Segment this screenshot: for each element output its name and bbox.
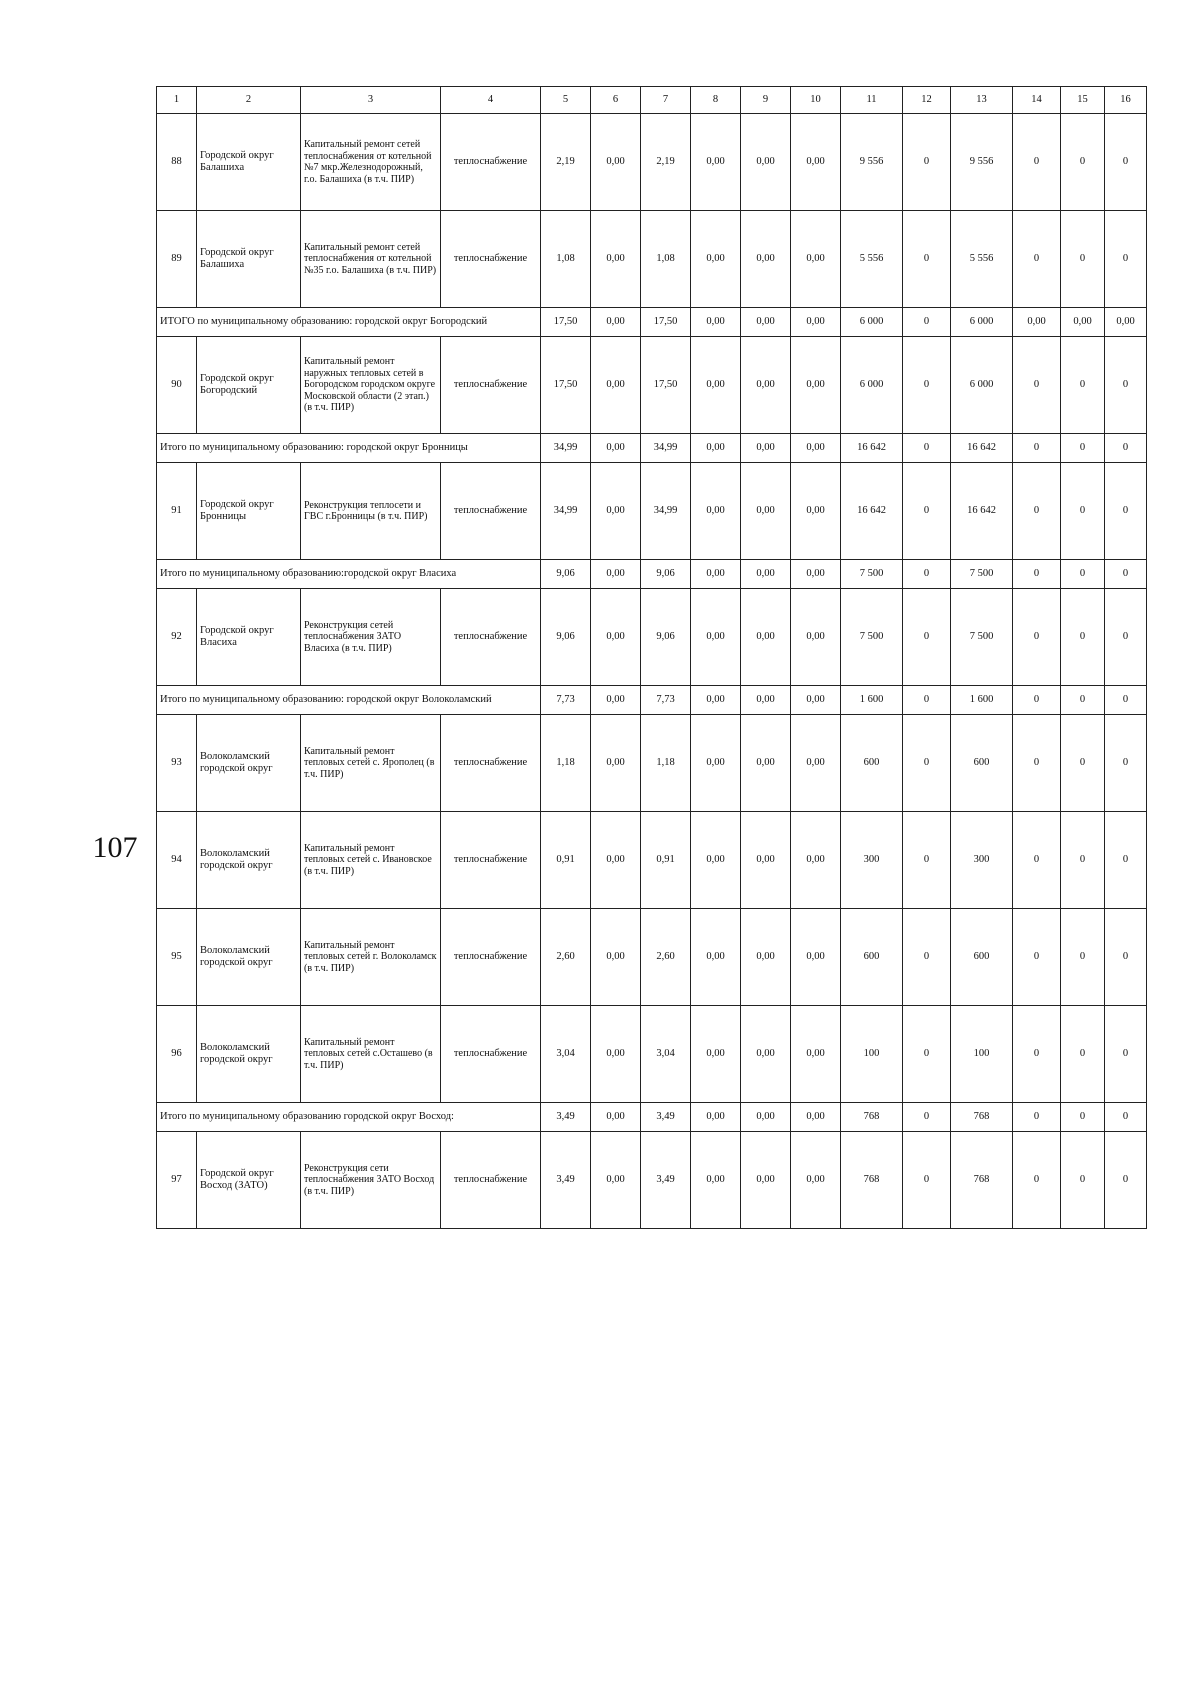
value-cell: 0	[1061, 211, 1105, 308]
table-row	[157, 909, 1147, 1006]
subtotal-label: ИТОГО по муниципальному образованию: городской округ Богородский	[157, 308, 541, 337]
subtotal-value-cell: 1 600	[841, 686, 903, 715]
subtotal-value-cell: 0,00	[591, 1103, 641, 1132]
value-cell: 0,00	[791, 114, 841, 211]
value-cell: 0,00	[591, 909, 641, 1006]
value-cell: 3,04	[641, 1006, 691, 1103]
column-number-cell: 14	[1013, 87, 1061, 114]
value-cell: 3,49	[641, 1132, 691, 1229]
value-cell: 0	[1013, 337, 1061, 434]
subtotal-value-cell: 16 642	[841, 434, 903, 463]
subtotal-value-cell: 17,50	[641, 308, 691, 337]
value-cell: 0	[1013, 909, 1061, 1006]
subtotal-value-cell: 0	[1013, 686, 1061, 715]
value-cell: 0,00	[791, 589, 841, 686]
subtotal-value-cell: 7,73	[541, 686, 591, 715]
value-cell: 0	[1105, 337, 1147, 434]
project-name-cell: Капитальный ремонт тепловых сетей с.Осташево (в т.ч. ПИР)	[301, 1006, 441, 1103]
value-cell: 0	[1013, 589, 1061, 686]
value-cell: 2,19	[541, 114, 591, 211]
value-cell: 0	[1013, 812, 1061, 909]
value-cell: 100	[841, 1006, 903, 1103]
column-number-cell: 15	[1061, 87, 1105, 114]
value-cell: 2,19	[641, 114, 691, 211]
value-cell: 0,00	[591, 715, 641, 812]
subtotal-value-cell: 9,06	[541, 560, 591, 589]
column-number-cell: 2	[197, 87, 301, 114]
value-cell: 0	[1013, 211, 1061, 308]
sector-cell: теплоснабжение	[441, 1006, 541, 1103]
subtotal-value-cell: 16 642	[951, 434, 1013, 463]
sector-cell: теплоснабжение	[441, 1132, 541, 1229]
project-name-cell: Реконструкция сетей теплоснабжения ЗАТО Власиха (в т.ч. ПИР)	[301, 589, 441, 686]
value-cell: 0,00	[741, 1006, 791, 1103]
subtotal-value-cell: 1 600	[951, 686, 1013, 715]
subtotal-value-cell: 0	[903, 434, 951, 463]
subtotal-value-cell: 17,50	[541, 308, 591, 337]
value-cell: 9 556	[951, 114, 1013, 211]
value-cell: 0,00	[791, 812, 841, 909]
table-row	[157, 812, 1147, 909]
value-cell: 0,00	[691, 114, 741, 211]
column-number-cell: 3	[301, 87, 441, 114]
subtotal-value-cell: 34,99	[641, 434, 691, 463]
value-cell: 0	[1105, 114, 1147, 211]
table-row	[157, 211, 1147, 308]
row-number-cell: 91	[157, 463, 197, 560]
value-cell: 0,00	[741, 909, 791, 1006]
value-cell: 7 500	[841, 589, 903, 686]
subtotal-value-cell: 3,49	[641, 1103, 691, 1132]
subtotal-value-cell: 0,00	[691, 686, 741, 715]
municipality-cell: Волоколамский городской округ	[197, 812, 301, 909]
subtotal-value-cell: 3,49	[541, 1103, 591, 1132]
row-number-cell: 92	[157, 589, 197, 686]
value-cell: 0,00	[741, 211, 791, 308]
municipality-cell: Городской округ Восход (ЗАТО)	[197, 1132, 301, 1229]
subtotal-value-cell: 0,00	[691, 434, 741, 463]
subtotal-value-cell: 0,00	[741, 434, 791, 463]
subtotal-value-cell: 0,00	[791, 686, 841, 715]
value-cell: 0,00	[691, 812, 741, 909]
subtotal-value-cell: 0,00	[691, 308, 741, 337]
value-cell: 3,04	[541, 1006, 591, 1103]
municipality-cell: Волоколамский городской округ	[197, 909, 301, 1006]
value-cell: 9,06	[541, 589, 591, 686]
value-cell: 0,00	[741, 812, 791, 909]
column-number-cell: 1	[157, 87, 197, 114]
value-cell: 0	[1061, 812, 1105, 909]
value-cell: 5 556	[841, 211, 903, 308]
value-cell: 6 000	[951, 337, 1013, 434]
subtotal-value-cell: 34,99	[541, 434, 591, 463]
row-number-cell: 88	[157, 114, 197, 211]
subtotal-row	[157, 560, 1147, 589]
subtotal-value-cell: 0,00	[741, 1103, 791, 1132]
table-body	[157, 87, 1147, 1229]
subtotal-value-cell: 7 500	[951, 560, 1013, 589]
value-cell: 0	[1061, 1006, 1105, 1103]
value-cell: 17,50	[541, 337, 591, 434]
subtotal-row	[157, 1103, 1147, 1132]
value-cell: 0	[1105, 812, 1147, 909]
subtotal-value-cell: 0,00	[1013, 308, 1061, 337]
value-cell: 0,00	[741, 114, 791, 211]
value-cell: 0	[903, 1132, 951, 1229]
subtotal-value-cell: 0	[903, 686, 951, 715]
subtotal-value-cell: 0,00	[591, 434, 641, 463]
subtotal-value-cell: 0,00	[791, 1103, 841, 1132]
value-cell: 0,00	[791, 1132, 841, 1229]
row-number-cell: 97	[157, 1132, 197, 1229]
column-number-cell: 11	[841, 87, 903, 114]
value-cell: 0	[1061, 715, 1105, 812]
value-cell: 1,08	[541, 211, 591, 308]
value-cell: 0	[1061, 114, 1105, 211]
value-cell: 0,00	[691, 715, 741, 812]
table-row	[157, 337, 1147, 434]
subtotal-value-cell: 6 000	[951, 308, 1013, 337]
subtotal-value-cell: 0,00	[791, 560, 841, 589]
value-cell: 0	[1105, 211, 1147, 308]
column-number-cell: 10	[791, 87, 841, 114]
subtotal-label: Итого по муниципальному образованию: городской округ Бронницы	[157, 434, 541, 463]
subtotal-row	[157, 686, 1147, 715]
sector-cell: теплоснабжение	[441, 211, 541, 308]
value-cell: 0,00	[691, 463, 741, 560]
value-cell: 0	[903, 211, 951, 308]
value-cell: 17,50	[641, 337, 691, 434]
value-cell: 0	[1061, 589, 1105, 686]
value-cell: 0	[1013, 1006, 1061, 1103]
column-number-cell: 5	[541, 87, 591, 114]
subtotal-label: Итого по муниципальному образованию:городской округ Власиха	[157, 560, 541, 589]
project-name-cell: Капитальный ремонт тепловых сетей с. Ярополец (в т.ч. ПИР)	[301, 715, 441, 812]
column-number-cell: 12	[903, 87, 951, 114]
value-cell: 0,00	[791, 463, 841, 560]
value-cell: 1,08	[641, 211, 691, 308]
value-cell: 0	[1105, 715, 1147, 812]
value-cell: 768	[841, 1132, 903, 1229]
sector-cell: теплоснабжение	[441, 114, 541, 211]
subtotal-value-cell: 0	[903, 308, 951, 337]
value-cell: 0,00	[591, 337, 641, 434]
value-cell: 0,91	[641, 812, 691, 909]
value-cell: 0,00	[591, 1132, 641, 1229]
row-number-cell: 96	[157, 1006, 197, 1103]
value-cell: 0,00	[591, 1006, 641, 1103]
subtotal-value-cell: 768	[841, 1103, 903, 1132]
subtotal-label: Итого по муниципальному образованию: городской округ Волоколамский	[157, 686, 541, 715]
sector-cell: теплоснабжение	[441, 589, 541, 686]
municipality-cell: Городской округ Власиха	[197, 589, 301, 686]
subtotal-value-cell: 0,00	[1105, 308, 1147, 337]
project-name-cell: Капитальный ремонт наружных тепловых сетей в Богородском городском округе Московской области (2 этап.) (в т.ч. ПИР)	[301, 337, 441, 434]
table-row	[157, 463, 1147, 560]
subtotal-label: Итого по муниципальному образованию городской округ Восход:	[157, 1103, 541, 1132]
value-cell: 0	[1013, 463, 1061, 560]
subtotal-value-cell: 0	[1061, 686, 1105, 715]
column-number-cell: 16	[1105, 87, 1147, 114]
value-cell: 16 642	[951, 463, 1013, 560]
value-cell: 0	[1105, 589, 1147, 686]
value-cell: 34,99	[641, 463, 691, 560]
value-cell: 100	[951, 1006, 1013, 1103]
value-cell: 0,00	[691, 1132, 741, 1229]
value-cell: 0,00	[741, 337, 791, 434]
value-cell: 300	[951, 812, 1013, 909]
table-row	[157, 1006, 1147, 1103]
subtotal-row	[157, 308, 1147, 337]
value-cell: 0,00	[591, 114, 641, 211]
subtotal-value-cell: 0,00	[741, 686, 791, 715]
subtotal-value-cell: 0	[1105, 686, 1147, 715]
subtotal-value-cell: 6 000	[841, 308, 903, 337]
value-cell: 0	[1061, 1132, 1105, 1229]
value-cell: 0,00	[591, 812, 641, 909]
value-cell: 0,00	[791, 1006, 841, 1103]
project-name-cell: Капитальный ремонт сетей теплоснабжения от котельной №35 г.о. Балашиха (в т.ч. ПИР)	[301, 211, 441, 308]
value-cell: 0	[1013, 715, 1061, 812]
page-number: 107	[92, 831, 138, 864]
row-number-cell: 95	[157, 909, 197, 1006]
row-number-cell: 90	[157, 337, 197, 434]
subtotal-value-cell: 0,00	[1061, 308, 1105, 337]
value-cell: 0,00	[791, 211, 841, 308]
subtotal-value-cell: 768	[951, 1103, 1013, 1132]
column-number-cell: 13	[951, 87, 1013, 114]
sector-cell: теплоснабжение	[441, 812, 541, 909]
investment-table	[156, 86, 1147, 1229]
subtotal-value-cell: 0,00	[791, 434, 841, 463]
municipality-cell: Городской округ Бронницы	[197, 463, 301, 560]
subtotal-value-cell: 0,00	[691, 1103, 741, 1132]
subtotal-value-cell: 0	[903, 1103, 951, 1132]
subtotal-value-cell: 0	[1013, 434, 1061, 463]
value-cell: 7 500	[951, 589, 1013, 686]
column-number-cell: 8	[691, 87, 741, 114]
value-cell: 0	[903, 337, 951, 434]
value-cell: 9,06	[641, 589, 691, 686]
municipality-cell: Волоколамский городской округ	[197, 1006, 301, 1103]
value-cell: 0	[1105, 1132, 1147, 1229]
sector-cell: теплоснабжение	[441, 715, 541, 812]
value-cell: 9 556	[841, 114, 903, 211]
municipality-cell: Волоколамский городской округ	[197, 715, 301, 812]
municipality-cell: Городской округ Балашиха	[197, 211, 301, 308]
value-cell: 600	[951, 715, 1013, 812]
subtotal-value-cell: 0	[1061, 434, 1105, 463]
municipality-cell: Городской округ Балашиха	[197, 114, 301, 211]
table-row	[157, 715, 1147, 812]
value-cell: 0,00	[691, 1006, 741, 1103]
table-row	[157, 114, 1147, 211]
value-cell: 0	[1013, 114, 1061, 211]
value-cell: 300	[841, 812, 903, 909]
value-cell: 0	[1105, 1006, 1147, 1103]
value-cell: 0,00	[791, 337, 841, 434]
value-cell: 0,00	[741, 463, 791, 560]
project-name-cell: Капитальный ремонт тепловых сетей с. Ивановское (в т.ч. ПИР)	[301, 812, 441, 909]
value-cell: 0,00	[691, 589, 741, 686]
value-cell: 0	[903, 463, 951, 560]
value-cell: 0	[903, 589, 951, 686]
value-cell: 0	[903, 1006, 951, 1103]
value-cell: 0	[903, 909, 951, 1006]
table-row	[157, 1132, 1147, 1229]
project-name-cell: Капитальный ремонт сетей теплоснабжения от котельной №7 мкр.Железнодорожный, г.о. Балашиха (в т.ч. ПИР)	[301, 114, 441, 211]
subtotal-value-cell: 0	[1105, 560, 1147, 589]
value-cell: 1,18	[641, 715, 691, 812]
value-cell: 0	[903, 812, 951, 909]
value-cell: 0	[1105, 463, 1147, 560]
value-cell: 5 556	[951, 211, 1013, 308]
subtotal-value-cell: 0,00	[691, 560, 741, 589]
subtotal-value-cell: 7 500	[841, 560, 903, 589]
column-number-cell: 4	[441, 87, 541, 114]
subtotal-value-cell: 0	[1013, 560, 1061, 589]
value-cell: 0,00	[691, 909, 741, 1006]
sector-cell: теплоснабжение	[441, 463, 541, 560]
value-cell: 0,00	[791, 909, 841, 1006]
row-number-cell: 94	[157, 812, 197, 909]
value-cell: 1,18	[541, 715, 591, 812]
value-cell: 0,00	[691, 337, 741, 434]
project-name-cell: Реконструкция теплосети и ГВС г.Бронницы (в т.ч. ПИР)	[301, 463, 441, 560]
sector-cell: теплоснабжение	[441, 337, 541, 434]
subtotal-value-cell: 0	[1061, 1103, 1105, 1132]
value-cell: 0,91	[541, 812, 591, 909]
row-number-cell: 89	[157, 211, 197, 308]
subtotal-value-cell: 0	[1013, 1103, 1061, 1132]
value-cell: 0,00	[591, 211, 641, 308]
subtotal-row	[157, 434, 1147, 463]
table-row	[157, 589, 1147, 686]
value-cell: 34,99	[541, 463, 591, 560]
value-cell: 16 642	[841, 463, 903, 560]
project-name-cell: Капитальный ремонт тепловых сетей г. Волоколамск (в т.ч. ПИР)	[301, 909, 441, 1006]
subtotal-value-cell: 0,00	[741, 308, 791, 337]
value-cell: 600	[951, 909, 1013, 1006]
value-cell: 0,00	[591, 463, 641, 560]
subtotal-value-cell: 0,00	[591, 686, 641, 715]
column-number-cell: 7	[641, 87, 691, 114]
value-cell: 0	[1061, 337, 1105, 434]
value-cell: 0	[1061, 909, 1105, 1006]
value-cell: 0	[1105, 909, 1147, 1006]
value-cell: 0	[903, 114, 951, 211]
column-number-cell: 9	[741, 87, 791, 114]
subtotal-value-cell: 9,06	[641, 560, 691, 589]
value-cell: 2,60	[541, 909, 591, 1006]
subtotal-value-cell: 0,00	[591, 560, 641, 589]
subtotal-value-cell: 0	[1061, 560, 1105, 589]
value-cell: 6 000	[841, 337, 903, 434]
subtotal-value-cell: 0,00	[791, 308, 841, 337]
value-cell: 768	[951, 1132, 1013, 1229]
subtotal-value-cell: 7,73	[641, 686, 691, 715]
project-name-cell: Реконструкция сети теплоснабжения ЗАТО Восход (в т.ч. ПИР)	[301, 1132, 441, 1229]
value-cell: 0,00	[741, 715, 791, 812]
sector-cell: теплоснабжение	[441, 909, 541, 1006]
subtotal-value-cell: 0	[903, 560, 951, 589]
municipality-cell: Городской округ Богородский	[197, 337, 301, 434]
value-cell: 0,00	[691, 211, 741, 308]
subtotal-value-cell: 0,00	[591, 308, 641, 337]
column-number-cell: 6	[591, 87, 641, 114]
value-cell: 0	[1061, 463, 1105, 560]
subtotal-value-cell: 0	[1105, 1103, 1147, 1132]
value-cell: 0,00	[741, 1132, 791, 1229]
column-number-row	[157, 87, 1147, 114]
value-cell: 600	[841, 909, 903, 1006]
value-cell: 0,00	[791, 715, 841, 812]
value-cell: 600	[841, 715, 903, 812]
value-cell: 3,49	[541, 1132, 591, 1229]
value-cell: 0,00	[741, 589, 791, 686]
row-number-cell: 93	[157, 715, 197, 812]
subtotal-value-cell: 0	[1105, 434, 1147, 463]
value-cell: 2,60	[641, 909, 691, 1006]
value-cell: 0	[903, 715, 951, 812]
subtotal-value-cell: 0,00	[741, 560, 791, 589]
value-cell: 0,00	[591, 589, 641, 686]
value-cell: 0	[1013, 1132, 1061, 1229]
